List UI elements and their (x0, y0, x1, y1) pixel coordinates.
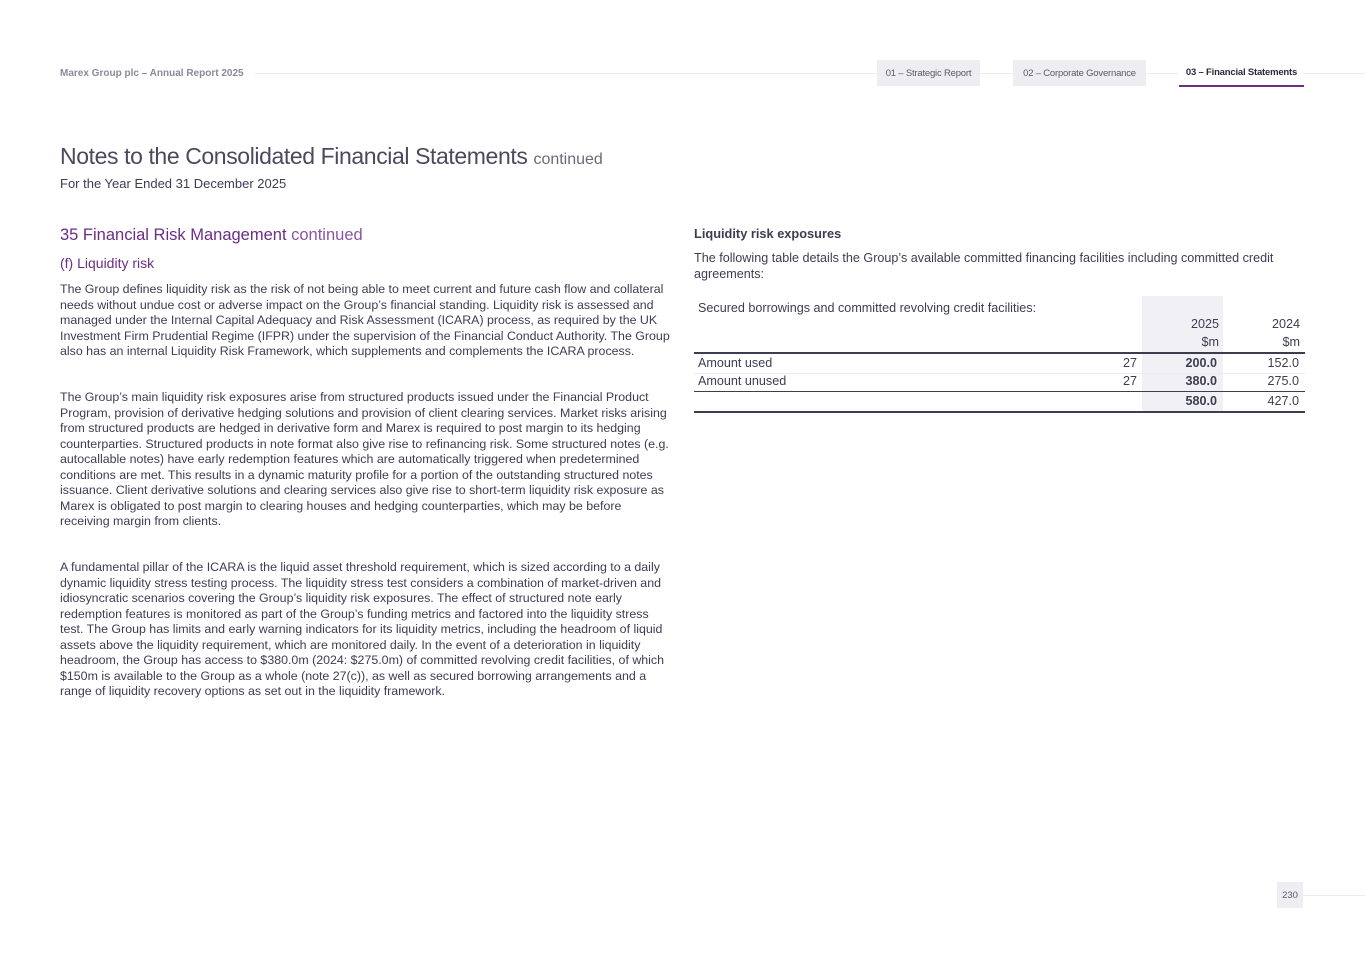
column-header-2024: 2024 (1271, 317, 1300, 331)
total-value-2025: 580.0 (1185, 394, 1217, 408)
section-title-text: 35 Financial Risk Management (60, 226, 287, 244)
exposures-title: Liquidity risk exposures (694, 226, 842, 241)
table-row (694, 372, 1305, 392)
section-subtitle: (f) Liquidity risk (60, 255, 155, 271)
row-value-2024: 152.0 (1267, 356, 1299, 370)
page-subtitle: For the Year Ended 31 December 2025 (60, 176, 287, 191)
column-unit-2025: $m (1201, 335, 1219, 349)
total-value-2024: 427.0 (1267, 394, 1299, 408)
tab-financial-statements[interactable]: 03 – Financial Statements (1179, 60, 1304, 87)
page-title (60, 143, 603, 170)
tab-strategic-report[interactable]: 01 – Strategic Report (877, 60, 980, 86)
row-label: Amount used (698, 356, 773, 370)
section-title-suffix: continued (291, 226, 363, 244)
column-unit-2024: $m (1282, 335, 1300, 349)
page-number: 230 (1277, 882, 1303, 908)
paragraph-2: The Group’s main liquidity risk exposures arise from structured products issued under the Financial Product Program, provision of derivative hedging solutions and provision of client clearing services. Market risks arising from structured products are hedged in derivative form and Marex is required to post margin to its hedging counterparties. Structured products in note format also give rise to refinancing risk. Some structured notes (e.g. autocallable notes) have early redemption features which are automatically triggered when predetermined conditions are met. This results in a dynamic maturity profile for a portion of the outstanding structured notes issuance. Client derivative solutions and clearing services also give rise to short-term liquidity risk exposure as Marex is obligated to post margin to clearing houses and hedging counterparties, which may be before receiving margin from clients. (60, 390, 669, 528)
row-value-2025: 200.0 (1185, 356, 1217, 370)
page-title-suffix: continued (533, 151, 603, 168)
row-value-2025: 380.0 (1185, 374, 1217, 388)
tab-corporate-governance[interactable]: 02 – Corporate Governance (1013, 60, 1146, 86)
table-row (694, 352, 1305, 374)
report-title: Marex Group plc – Annual Report 2025 (60, 68, 244, 79)
page-title-text: Notes to the Consolidated Financial Statements (60, 143, 528, 169)
section-title (60, 226, 363, 245)
row-value-2024: 275.0 (1267, 374, 1299, 388)
exposures-intro: The following table details the Group’s available committed financing facilities including committed credit agreements: (694, 251, 1274, 281)
table-total-row (694, 392, 1305, 413)
row-note: 27 (1122, 356, 1137, 370)
table-header-label: Secured borrowings and committed revolving credit facilities: (698, 301, 1037, 315)
row-note: 27 (1122, 374, 1137, 388)
paragraph-3: A fundamental pillar of the ICARA is the liquid asset threshold requirement, which is sized according to a daily dynamic liquidity stress testing process. The liquidity stress test considers a combination of market-driven and idiosyncratic scenarios covering the Group’s liquidity risk exposures. The effect of structured note early redemption features is monitored as part of the Group’s funding metrics and factored into the liquidity stress test. The Group has limits and early warning indicators for its liquidity metrics, including the headroom of liquid assets above the liquidity requirement, which are monitored daily. In the event of a deterioration in liquidity headroom, the Group has access to $380.0m (2024: $275.0m) of committed revolving credit facilities, of which $150m is available to the Group as a whole (note 27(c)), as well as secured borrowing arrangements and a range of liquidity recovery options as set out in the liquidity framework. (60, 560, 665, 698)
footer-divider (1303, 895, 1365, 896)
column-header-2025: 2025 (1190, 317, 1219, 331)
row-label: Amount unused (698, 374, 787, 388)
paragraph-1: The Group defines liquidity risk as the risk of not being able to meet current and future cash flow and collateral needs without undue cost or adverse impact on the Group’s financial standing. Liquidity risk is assessed and managed under the Internal Capital Adequacy and Risk Assessment (ICARA) process, as required by the UK Investment Firm Prudential Regime (IFPR) under the supervision of the Financial Conduct Authority. The Group also has an internal Liquidity Risk Framework, which supplements and complements the ICARA process. (60, 282, 670, 358)
